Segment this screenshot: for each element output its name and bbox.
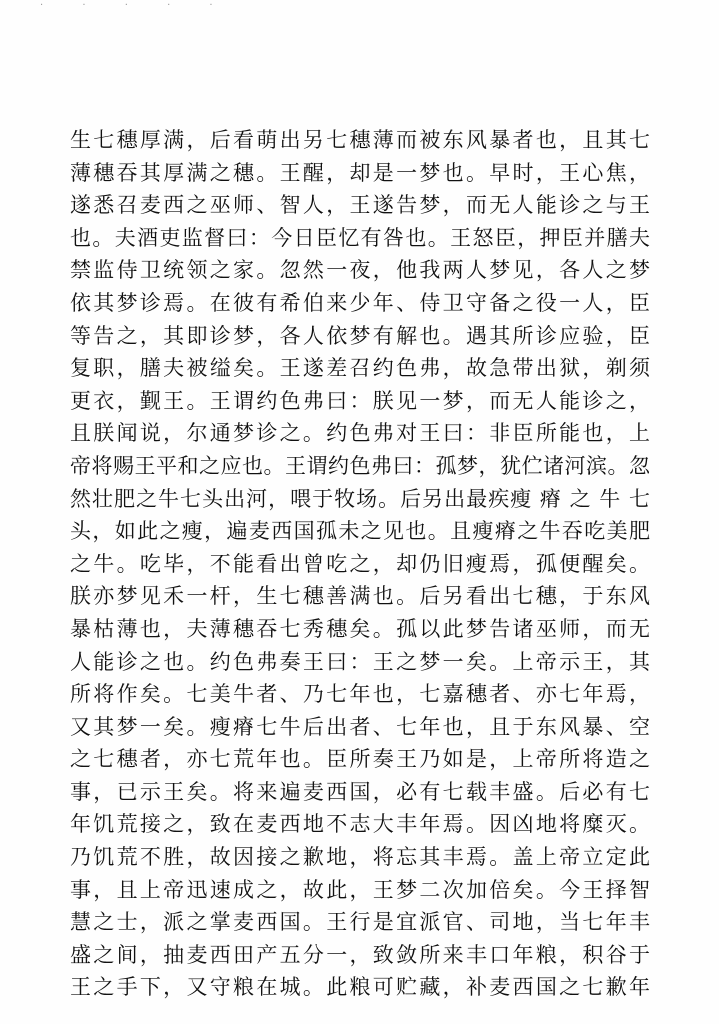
- text-line: 所将作矣。七美牛者、乃七年也，七嘉穗者、亦七年焉，: [70, 682, 650, 707]
- text-line: 慧之士，派之掌麦西国。王行是宜派官、司地，当七年丰: [70, 910, 650, 935]
- text-line: 盛之间，抽麦西田产五分一，致敛所来丰口年粮，积谷于: [70, 942, 650, 967]
- text-line: 之牛。吃毕，不能看出曾吃之，却仍旧瘦焉，孤便醒矣。: [70, 551, 650, 576]
- text-line: 依其梦诊焉。在彼有希伯来少年、侍卫守备之役一人，臣: [70, 290, 650, 315]
- text-line: 然壮肥之牛七头出河，喂于牧场。后另出最疾瘦 瘠 之 牛 七: [70, 486, 650, 511]
- body-text: [70, 124, 650, 1004]
- text-line: 生七穗厚满，后看萌出另七穗薄而被东风暴者也，且其七: [70, 128, 650, 152]
- text-line: 薄穗吞其厚满之穗。王醒，却是一梦也。早时，王心焦，: [70, 160, 650, 185]
- text-line: 之七穗者，亦七荒年也。臣所奏王乃如是，上帝所将造之: [70, 747, 650, 772]
- text-line: 等告之，其即诊梦，各人依梦有解也。遇其所诊应验，臣: [70, 323, 650, 348]
- text-line: 暴枯薄也，夫薄穗吞七秀穗矣。孤以此梦告诸巫师，而无: [70, 616, 650, 641]
- text-line: 头，如此之瘦，遍麦西国孤未之见也。且瘦瘠之牛吞吃美肥: [70, 519, 650, 544]
- text-line: 年饥荒接之，致在麦西地不志大丰年焉。因凶地将糜灭。: [70, 812, 650, 837]
- scan-artifacts: · · · · ·: [40, 0, 231, 11]
- text-line: 事，已示王矣。将来遍麦西国，必有七载丰盛。后必有七: [70, 779, 650, 804]
- text-line: 遂悉召麦西之巫师、智人，王遂告梦，而无人能诊之与王: [70, 193, 650, 218]
- text-line: 乃饥荒不胜，故因接之歉地，将忘其丰焉。盖上帝立定此: [70, 845, 650, 870]
- text-line: 又其梦一矣。瘦瘠七牛后出者、七年也，且于东风暴、空: [70, 714, 650, 739]
- text-line: 且朕闻说，尔通梦诊之。约色弗对王曰：非臣所能也，上: [70, 421, 650, 446]
- text-line: 禁监侍卫统领之家。忽然一夜，他我两人梦见，各人之梦: [70, 258, 650, 283]
- text-line: 事，且上帝迅速成之，故此，王梦二次加倍矣。今王择智: [70, 877, 650, 902]
- text-line: 帝将赐王平和之应也。王谓约色弗曰：孤梦，犹伫诸河滨。忽: [70, 453, 650, 478]
- text-line: 朕亦梦见禾一杆，生七穗善满也。后另看出七穗，于东风: [70, 584, 650, 609]
- text-line: 王之手下，又守粮在城。此粮可贮藏，补麦西国之七歉年: [70, 975, 650, 1000]
- text-line: 人能诊之也。约色弗奏王曰：王之梦一矣。上帝示王，其: [70, 649, 650, 674]
- text-line: 更衣，觐王。王谓约色弗曰：朕见一梦，而无人能诊之，: [70, 388, 650, 413]
- text-line: 也。夫酒吏监督曰：今日臣忆有咎也。王怒臣，押臣并膳夫: [70, 225, 650, 250]
- text-line: 复职，膳夫被缢矣。王遂差召约色弗，故急带出狱，剃须: [70, 356, 650, 381]
